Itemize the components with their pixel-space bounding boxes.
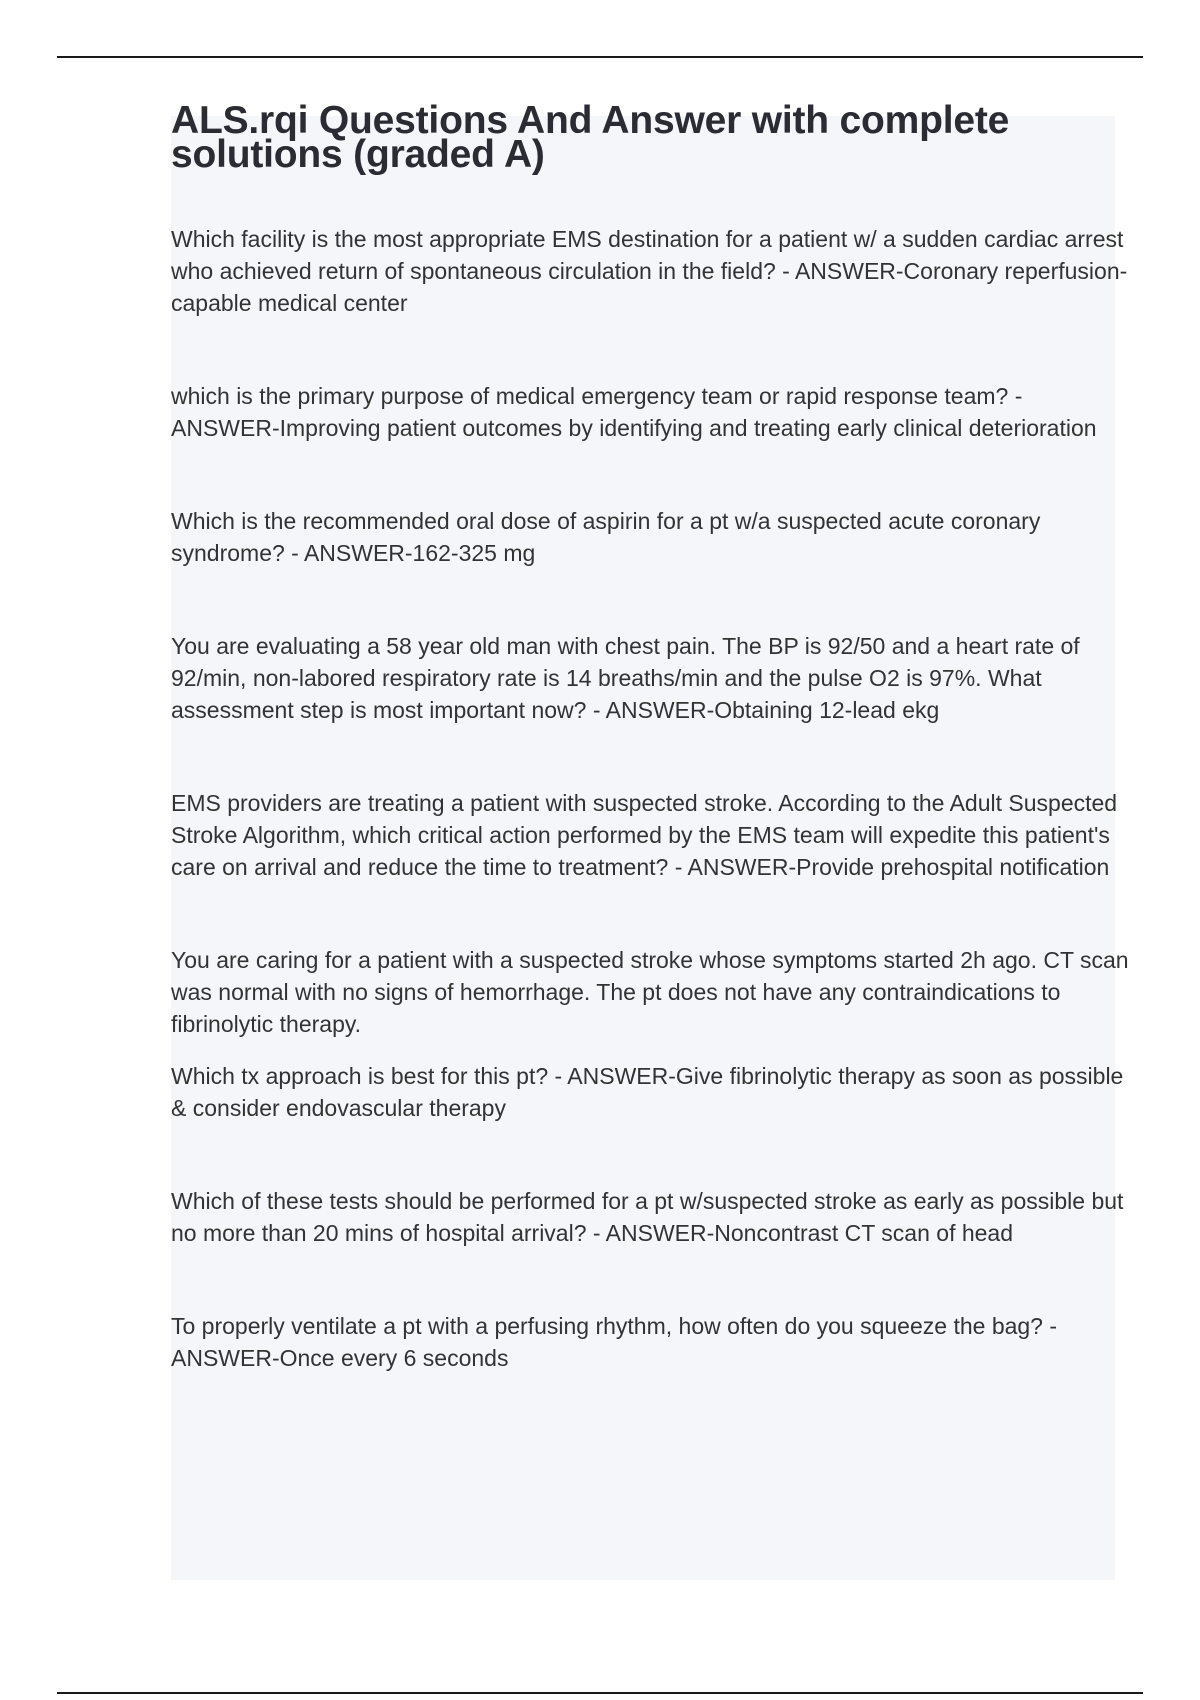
qa-text: which is the primary purpose of medical emergency team or rapid response team? - ANSWER-Improving patient outcomes by identifying and treating early clinical deterioration [171,383,1097,441]
qa-item [171,787,1131,883]
qa-item [171,505,1131,569]
qa-text: To properly ventilate a pt with a perfusing rhythm, how often do you squeeze the bag? - ANSWER-Once every 6 seconds [171,1313,1058,1371]
qa-text: EMS providers are treating a patient with suspected stroke. According to the Adult Suspected Stroke Algorithm, which critical action performed by the EMS team will expedite this patient's care on arrival and reduce the time to treatment? - ANSWER-Provide prehospital notification [171,790,1118,880]
qa-item [171,1310,1131,1374]
qa-text: Which of these tests should be performed for a pt w/suspected stroke as early as possible but no more than 20 mins of hospital arrival? - ANSWER-Noncontrast CT scan of head [171,1188,1124,1246]
document-title: ALS.rqi Questions And Answer with complete solutions (graded A) [171,99,1010,176]
qa-item [171,380,1131,444]
qa-list [171,223,1131,1374]
qa-text: Which is the recommended oral dose of aspirin for a pt w/a suspected acute coronary syndrome? - ANSWER-162-325 mg [171,508,1041,566]
qa-text: Which facility is the most appropriate EMS destination for a patient w/ a sudden cardiac arrest who achieved return of spontaneous circulation in the field? - ANSWER-Coronary reperfusion-capable medical center [171,226,1128,316]
document-body [171,99,1131,1374]
qa-item [171,630,1131,726]
footer-rule [57,1692,1143,1694]
header-rule [57,56,1143,58]
qa-item [171,1185,1131,1249]
qa-text: You are caring for a patient with a suspected stroke whose symptoms started 2h ago. CT scan was normal with no signs of hemorrhage. The pt does not have any contraindications to fibrinolytic therapy. [171,947,1129,1037]
qa-item [171,223,1131,319]
qa-item [171,944,1131,1124]
qa-text: Which tx approach is best for this pt? - ANSWER-Give fibrinolytic therapy as soon as possible & consider endovascular therapy [171,1063,1124,1121]
qa-text: You are evaluating a 58 year old man with chest pain. The BP is 92/50 and a heart rate of 92/min, non-labored respiratory rate is 14 breaths/min and the pulse O2 is 97%. What assessment step is most important now? - ANSWER-Obtaining 12-lead ekg [171,633,1080,723]
